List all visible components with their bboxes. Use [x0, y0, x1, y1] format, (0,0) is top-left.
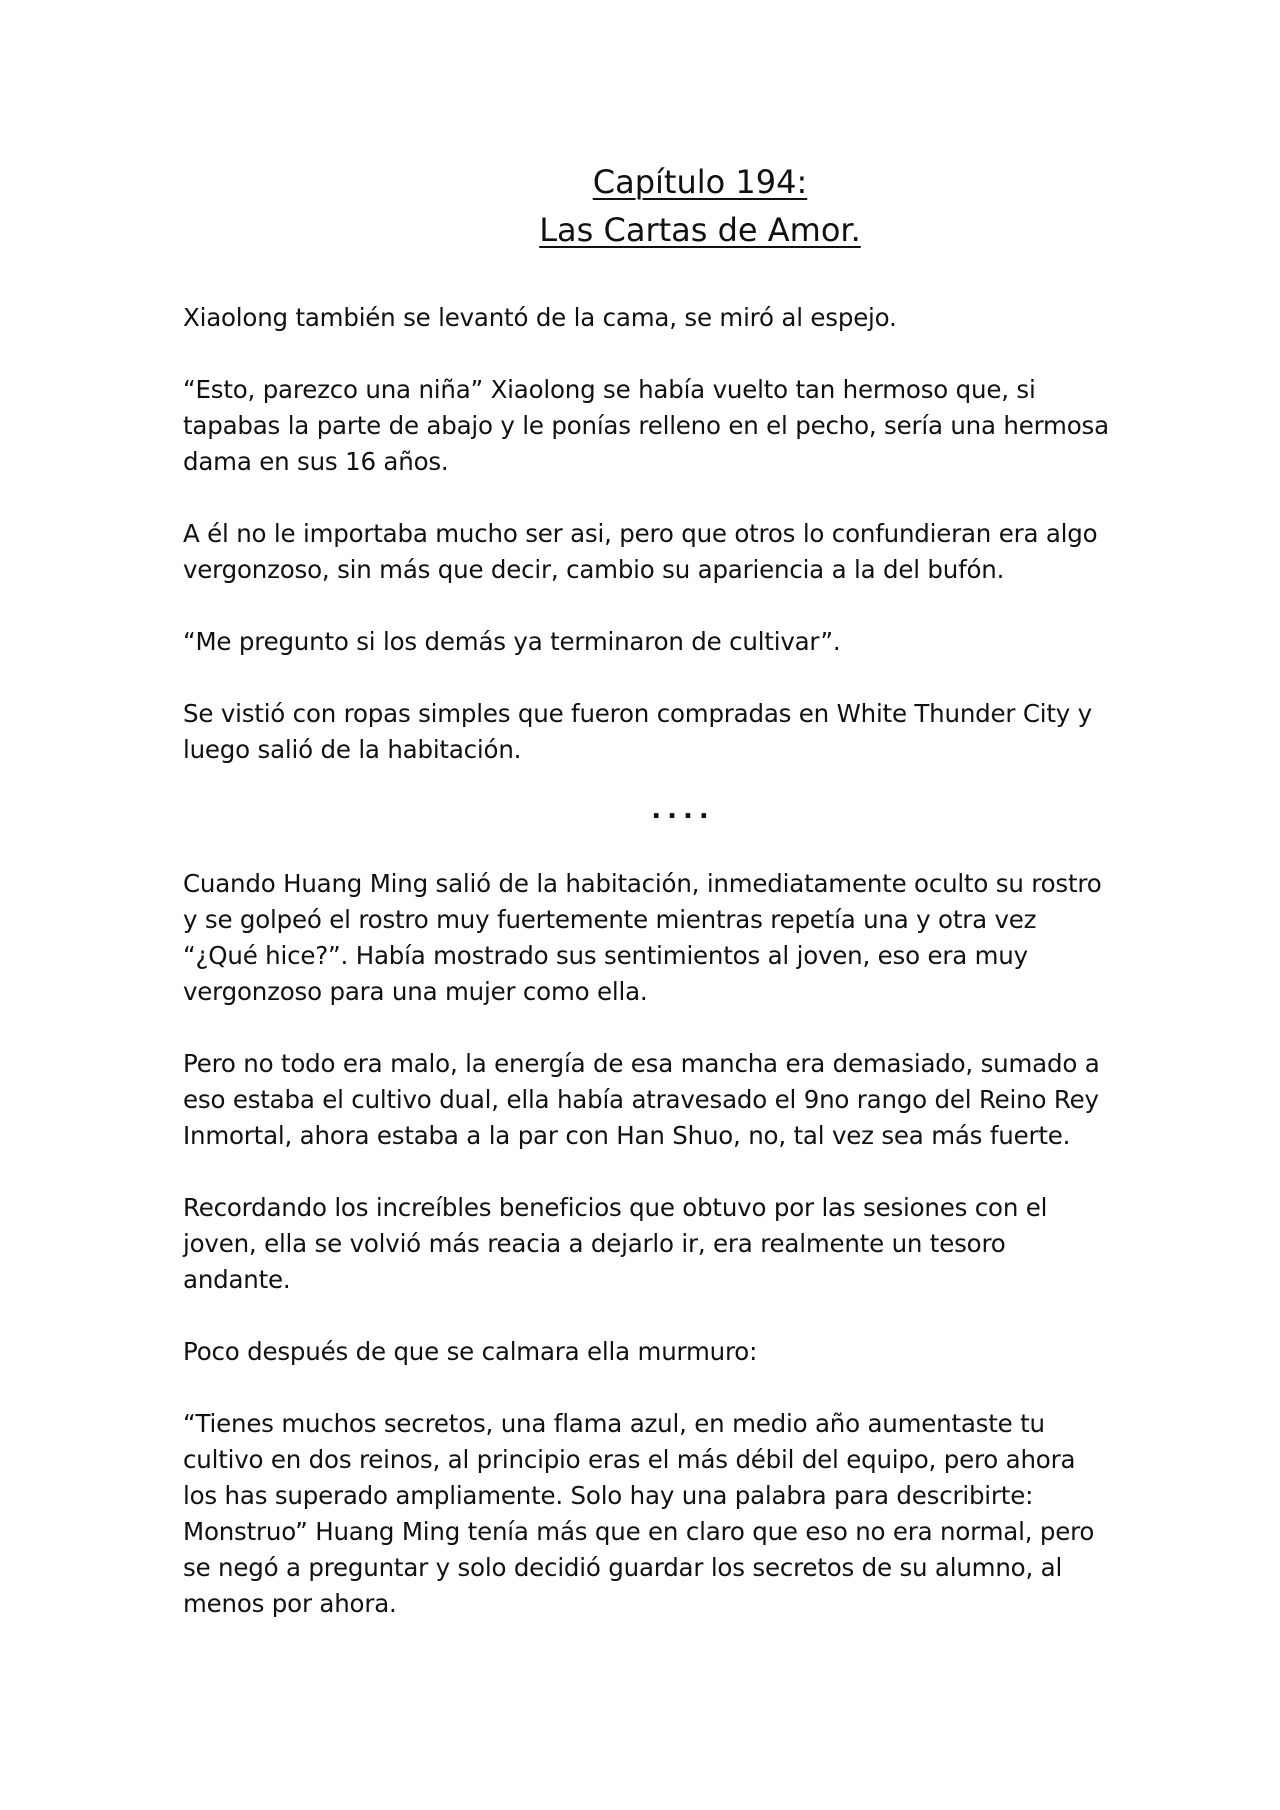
paragraph: “Me pregunto si los demás ya terminaron de cultivar”.: [183, 627, 841, 656]
scene-separator: ....: [651, 795, 715, 825]
paragraph: Se vistió con ropas simples que fueron compradas en White Thunder City y luego salió de la habitación.: [183, 699, 1092, 764]
paragraph: Recordando los increíbles beneficios que obtuvo por las sesiones con el joven, ella se volvió más reacia a dejarlo ir, era realmente un tesoro andante.: [183, 1193, 1048, 1294]
paragraph: A él no le importaba mucho ser asi, pero que otros lo confundieran era algo vergonzoso, sin más que decir, cambio su apariencia a la del bufón.: [183, 519, 1098, 584]
chapter-title: [0, 158, 1280, 254]
paragraph: Poco después de que se calmara ella murmuro:: [183, 1337, 758, 1366]
paragraph: “Tienes muchos secretos, una flama azul, en medio año aumentaste tu cultivo en dos reinos, al principio eras el más débil del equipo, pero ahora los has superado ampliamente. Solo hay una palabra para describirte: Monstruo” Huang Ming tenía más que en claro que eso no era normal, pero se negó a preguntar y solo decidió guardar los secretos de su alumno, al menos por ahora.: [183, 1409, 1095, 1618]
paragraph: Pero no todo era malo, la energía de esa mancha era demasiado, sumado a eso estaba el cultivo dual, ella había atravesado el 9no rango del Reino Rey Inmortal, ahora estaba a la par con Han Shuo, no, tal vez sea más fuerte.: [183, 1049, 1100, 1150]
chapter-body: [183, 300, 1113, 1658]
chapter-number: Capítulo 194:: [592, 163, 808, 201]
paragraph: “Esto, parezco una niña” Xiaolong se había vuelto tan hermoso que, si tapabas la parte de abajo y le ponías relleno en el pecho, sería una hermosa dama en sus 16 años.: [183, 375, 1109, 476]
paragraph: Cuando Huang Ming salió de la habitación, inmediatamente oculto su rostro y se golpeó el rostro muy fuertemente mientras repetía una y otra vez “¿Qué hice?”. Había mostrado sus sentimientos al joven, eso era muy vergonzoso para una mujer como ella.: [183, 869, 1102, 1006]
paragraph: Xiaolong también se levantó de la cama, se miró al espejo.: [183, 303, 897, 332]
chapter-name: Las Cartas de Amor.: [539, 211, 861, 249]
